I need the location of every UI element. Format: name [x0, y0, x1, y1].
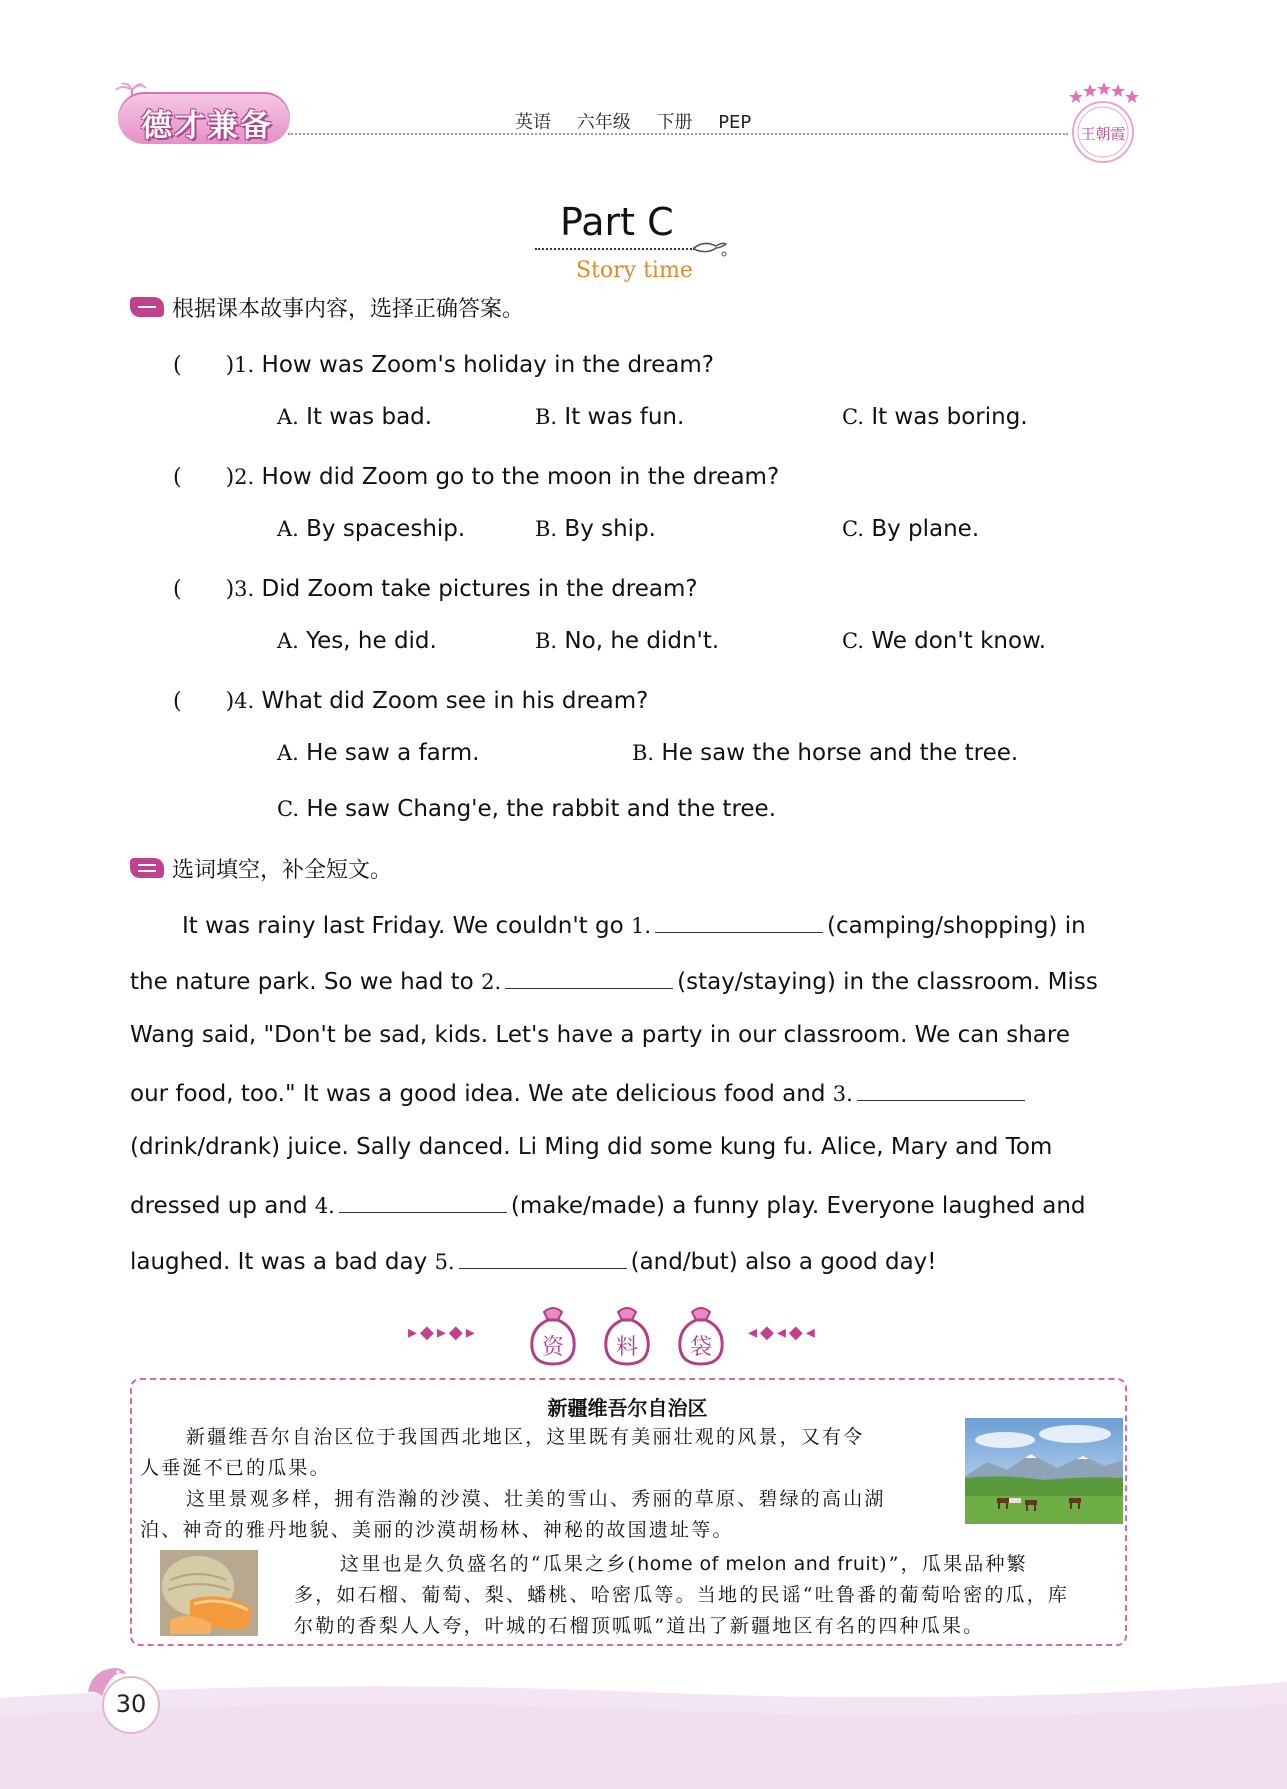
- info-paragraph-2-line-2: 泊、神奇的雅丹地貌、美丽的沙漠胡杨林、神秘的故国遗址等。: [140, 1519, 734, 1541]
- xinjiang-landscape-image: [965, 1418, 1123, 1524]
- decorative-arrows-left: ▸◆▸◆▸: [408, 1322, 478, 1343]
- part-subtitle: Story time: [576, 258, 693, 283]
- info-paragraph-3-line-2: 多，如石榴、葡萄、梨、蟠桃、哈密瓜等。当地的民谣“吐鲁番的葡萄哈密的瓜，库: [294, 1584, 1070, 1606]
- question-text: How did Zoom go to the moon in the dream?: [261, 464, 780, 490]
- answer-paren[interactable]: ( ): [173, 465, 235, 490]
- bag-char-2: 料: [615, 1335, 639, 1360]
- bag-char-1: 资: [541, 1335, 565, 1360]
- section-two-badge: [130, 858, 164, 878]
- q1-option-c: C. It was boring.: [842, 404, 1028, 430]
- q2-option-b: B. By ship.: [535, 516, 656, 542]
- header-edition: PEP: [718, 112, 752, 133]
- info-paragraph-3-line-1: 这里也是久负盛名的“瓜果之乡(home of melon and fruit)”，瓜果品种繁: [340, 1553, 1028, 1575]
- question-4: [173, 684, 648, 715]
- bird-icon: [690, 236, 728, 258]
- passage-line-6: dressed up and 4. (make/made) a funny play. Everyone laughed and: [130, 1190, 1086, 1219]
- question-text: What did Zoom see in his dream?: [261, 688, 649, 714]
- header-volume: 下册: [656, 112, 693, 133]
- passage-line-1: It was rainy last Friday. We couldn't go 1. (camping/shopping) in: [182, 910, 1086, 939]
- answer-paren[interactable]: ( ): [173, 689, 235, 714]
- part-title: Part C: [560, 200, 674, 244]
- hami-melon-image: [160, 1550, 258, 1636]
- brand-logo: 德才兼备: [141, 108, 273, 144]
- blank-2[interactable]: [505, 966, 673, 989]
- q1-option-b: B. It was fun.: [535, 404, 685, 430]
- question-text: Did Zoom take pictures in the dream?: [261, 576, 698, 602]
- page-number: 30: [115, 1690, 147, 1718]
- blank-3[interactable]: [857, 1078, 1025, 1101]
- question-number: 1.: [234, 353, 255, 377]
- info-title: 新疆维吾尔自治区: [547, 1396, 708, 1420]
- q4-option-a: A. He saw a farm.: [277, 740, 480, 766]
- bag-icon-3: [674, 1304, 728, 1366]
- section-two-title: 选词填空，补全短文。: [172, 858, 393, 883]
- question-number: 3.: [234, 577, 255, 601]
- passage-line-7: laughed. It was a bad day 5. (and/but) also a good day!: [130, 1246, 937, 1275]
- info-paragraph-1-line-1: 新疆维吾尔自治区位于我国西北地区，这里既有美丽壮观的风景，又有令: [186, 1426, 865, 1448]
- decorative-arrows-right: ◂◆◂◆◂: [748, 1322, 818, 1343]
- question-text: How was Zoom's holiday in the dream?: [261, 352, 714, 378]
- info-paragraph-1-line-2: 人垂涎不已的瓜果。: [140, 1457, 331, 1479]
- answer-paren[interactable]: ( ): [173, 353, 235, 378]
- publisher-seal-icon: [1062, 80, 1144, 166]
- bag-icon-2: [600, 1304, 654, 1366]
- question-number: 4.: [234, 689, 255, 713]
- q1-option-a: A. It was bad.: [277, 404, 433, 430]
- q3-option-a: A. Yes, he did.: [277, 628, 437, 654]
- question-3: [173, 572, 698, 603]
- part-title-underline: [535, 248, 695, 250]
- question-2: [173, 460, 779, 491]
- blank-5[interactable]: [459, 1246, 627, 1269]
- passage-line-5: (drink/drank) juice. Sally danced. Li Ming did some kung fu. Alice, Mary and Tom: [130, 1134, 1053, 1160]
- bag-char-3: 袋: [689, 1335, 713, 1360]
- header-grade: 六年级: [576, 112, 631, 133]
- q2-option-a: A. By spaceship.: [277, 516, 466, 542]
- q2-option-c: C. By plane.: [842, 516, 980, 542]
- question-1: [173, 348, 714, 379]
- passage-line-2: the nature park. So we had to 2. (stay/staying) in the classroom. Miss: [130, 966, 1098, 995]
- blank-1[interactable]: [655, 910, 823, 933]
- section-one-title: 根据课本故事内容，选择正确答案。: [172, 297, 525, 322]
- seal-text: 王朝霞: [1080, 125, 1126, 143]
- answer-paren[interactable]: ( ): [173, 577, 235, 602]
- bag-icon-1: [526, 1304, 580, 1366]
- passage-line-3: Wang said, "Don't be sad, kids. Let's have a party in our classroom. We can share: [130, 1022, 1070, 1048]
- q3-option-b: B. No, he didn't.: [535, 628, 720, 654]
- info-paragraph-3-line-3: 尔勒的香梨人人夸，叶城的石榴顶呱呱”道出了新疆地区有名的四种瓜果。: [294, 1615, 985, 1637]
- blank-4[interactable]: [339, 1190, 507, 1213]
- question-number: 2.: [234, 465, 255, 489]
- q3-option-c: C. We don't know.: [842, 628, 1047, 654]
- q4-option-b: B. He saw the horse and the tree.: [632, 740, 1019, 766]
- header-subject: 英语: [515, 112, 551, 133]
- footer-wave: [0, 1670, 1287, 1789]
- info-paragraph-2-line-1: 这里景观多样，拥有浩瀚的沙漠、壮美的雪山、秀丽的草原、碧绿的高山湖: [186, 1488, 886, 1510]
- passage-line-4: our food, too." It was a good idea. We ate delicious food and 3.: [130, 1078, 1029, 1107]
- q4-option-c: C. He saw Chang'e, the rabbit and the tree.: [277, 796, 777, 822]
- section-one-badge: [130, 297, 164, 317]
- header-title: [515, 108, 765, 134]
